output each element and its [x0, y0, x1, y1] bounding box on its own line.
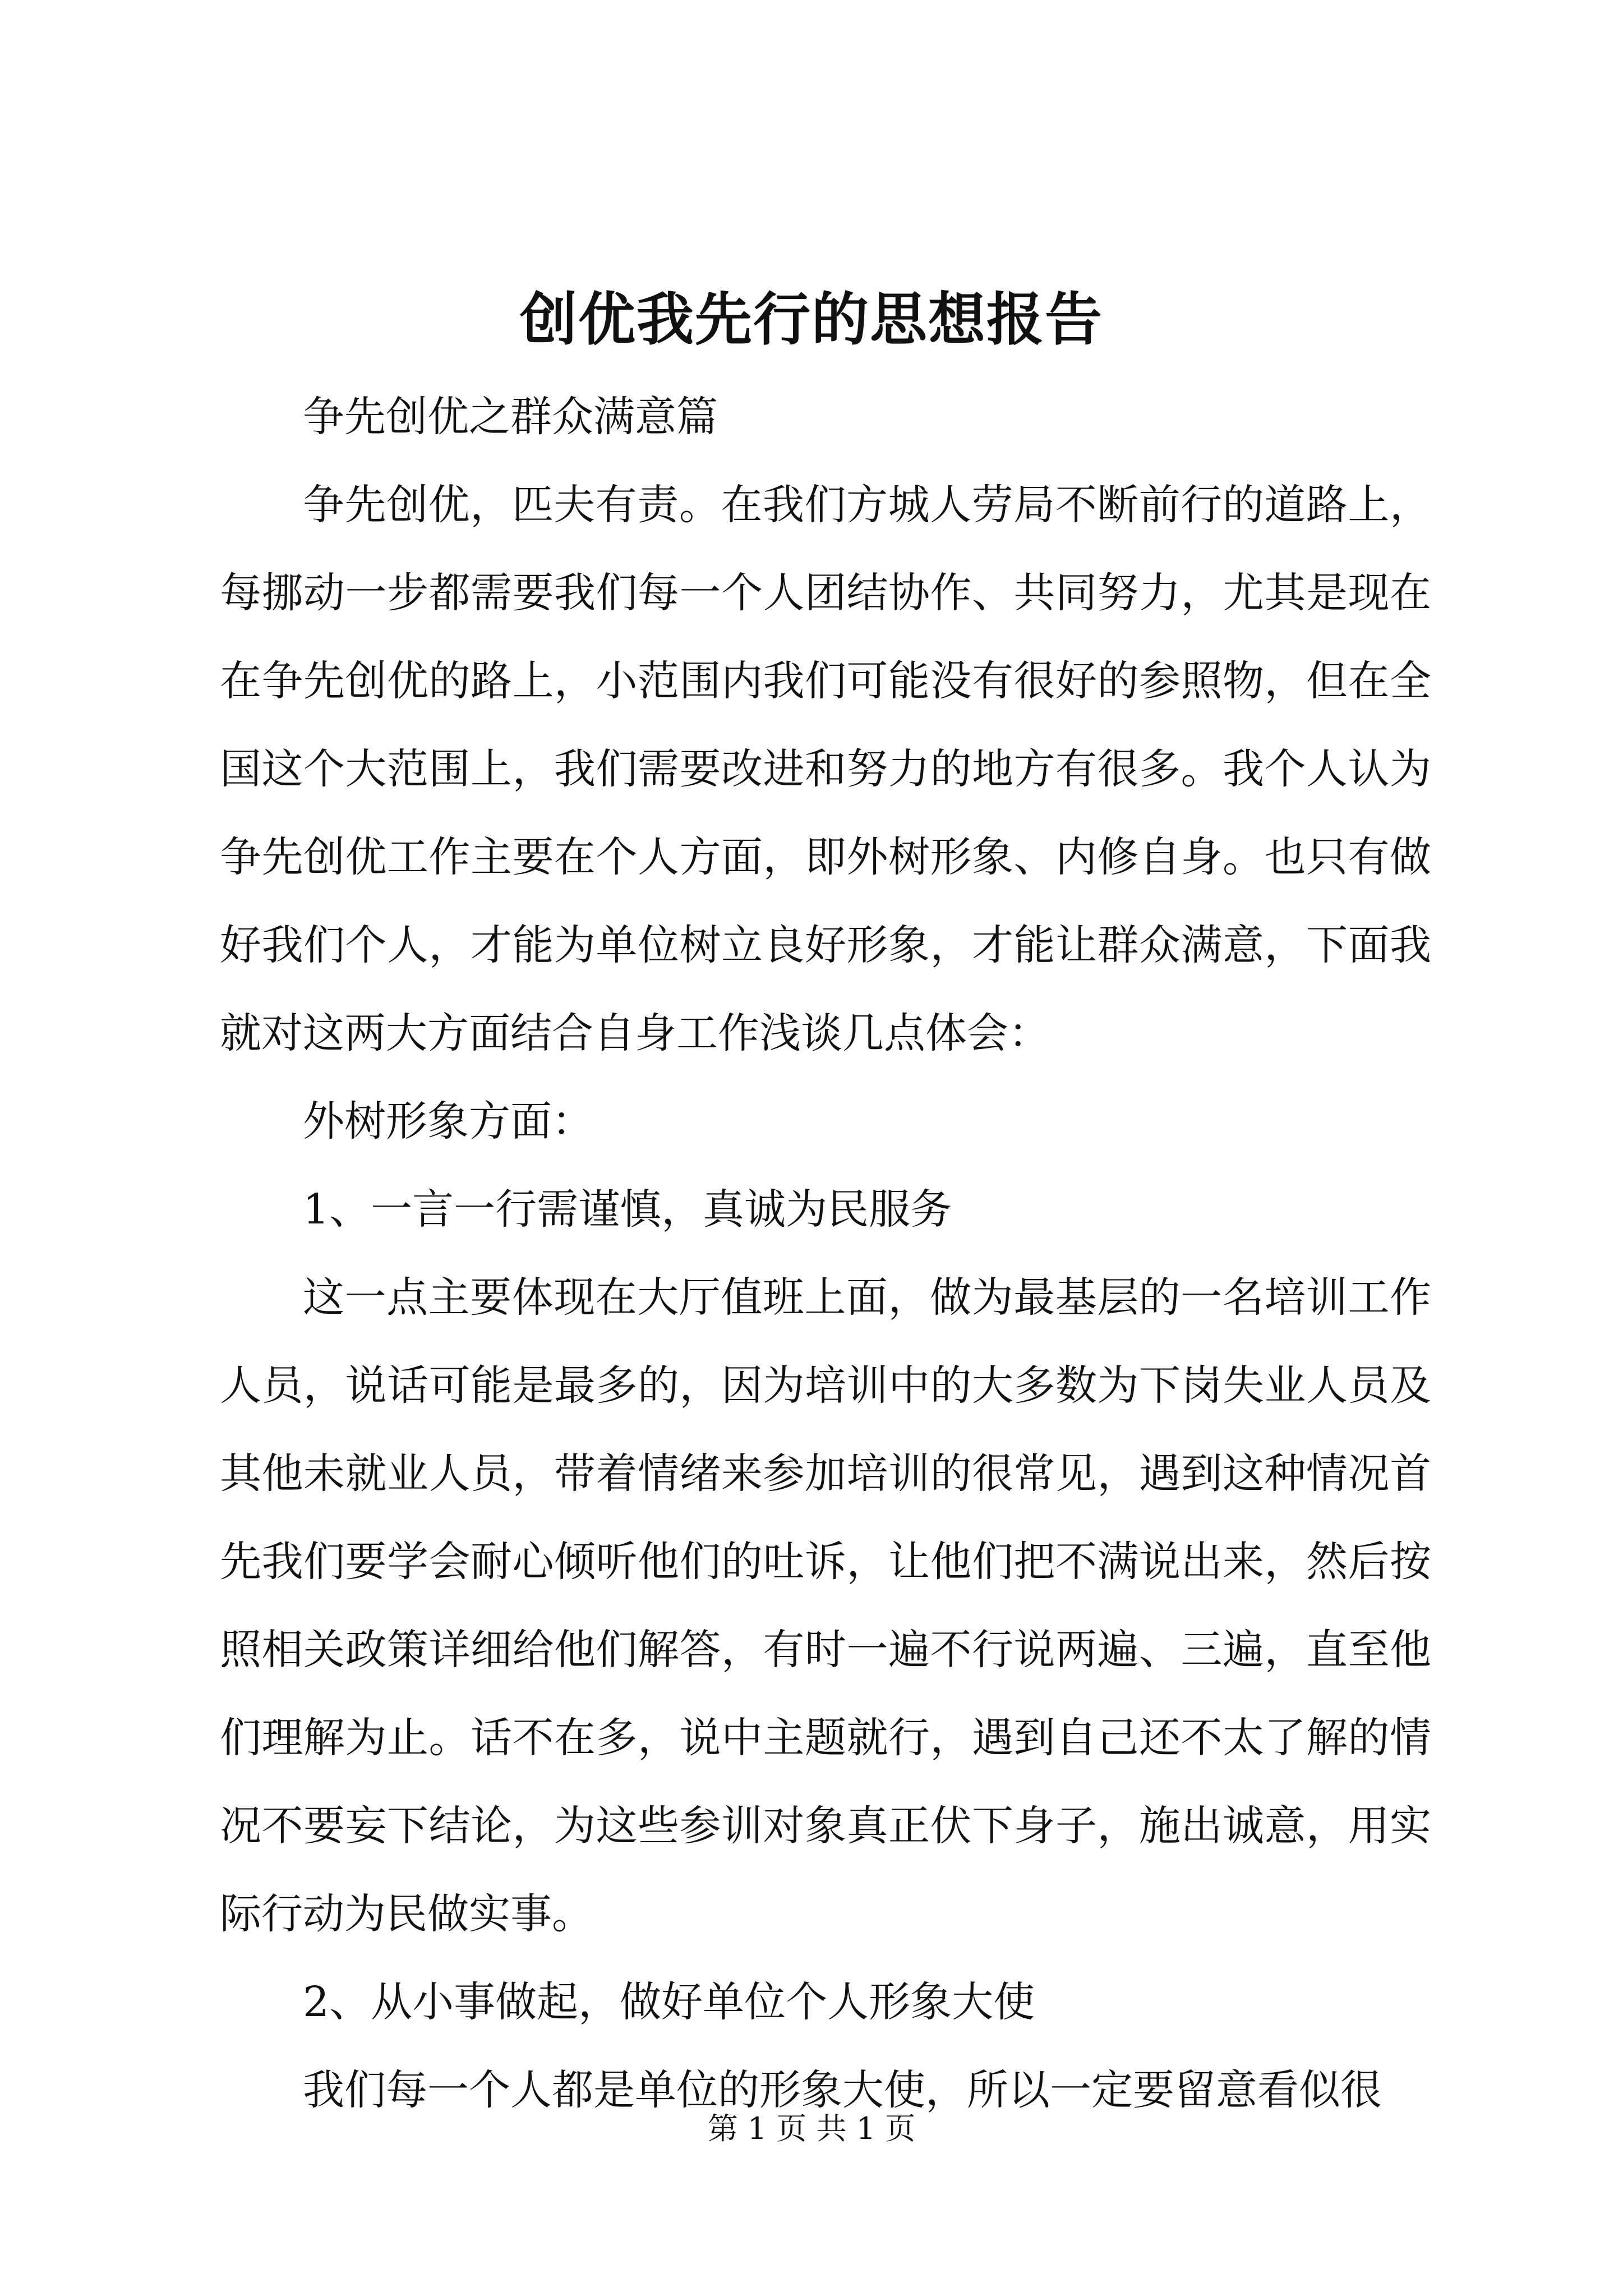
document-body — [220, 373, 1431, 2134]
paragraph-intro: 争先创优，匹夫有责。在我们方城人劳局不断前行的道路上，每挪动一步都需要我们每一个人团结协作、共同努力，尤其是现在在争先创优的路上，小范围内我们可能没有很好的参照物，但在全国这个大范围上，我们需要改进和努力的地方有很多。我个人认为争先创优工作主要在个人方面，即外树形象、内修自身。也只有做好我们个人，才能为单位树立良好形象，才能让群众满意，下面我就对这两大方面结合自身工作浅谈几点体会： — [220, 481, 1431, 1057]
paragraph-section-heading: 外树形象方面： — [303, 1097, 593, 1145]
paragraph-subtitle: 争先创优之群众满意篇 — [303, 393, 718, 441]
paragraph-point-2-heading: 2、从小事做起，做好单位个人形象大使 — [303, 1978, 1035, 2026]
paragraph-point-1-heading: 1、一言一行需谨慎，真诚为民服务 — [303, 1185, 952, 1234]
document-title: 创优我先行的思想报告 — [520, 286, 1103, 353]
paragraph-point-2-body: 我们每一个人都是单位的形象大使，所以一定要留意看似很 — [303, 2066, 1382, 2114]
page-footer: 第 1 页 共 1 页 — [707, 2111, 916, 2146]
paragraph-point-1-body: 这一点主要体现在大厅值班上面，做为最基层的一名培训工作人员，说话可能是最多的，因为培训中的大多数为下岗失业人员及其他未就业人员，带着情绪来参加培训的很常见，遇到这种情况首先我们要学会耐心倾听他们的吐诉，让他们把不满说出来，然后按照相关政策详细给他们解答，有时一遍不行说两遍、三遍，直至他们理解为止。话不在多，说中主题就行，遇到自己还不太了解的情况不要妄下结论，为这些参训对象真正伏下身子，施出诚意，用实际行动为民做实事。 — [220, 1273, 1431, 1938]
